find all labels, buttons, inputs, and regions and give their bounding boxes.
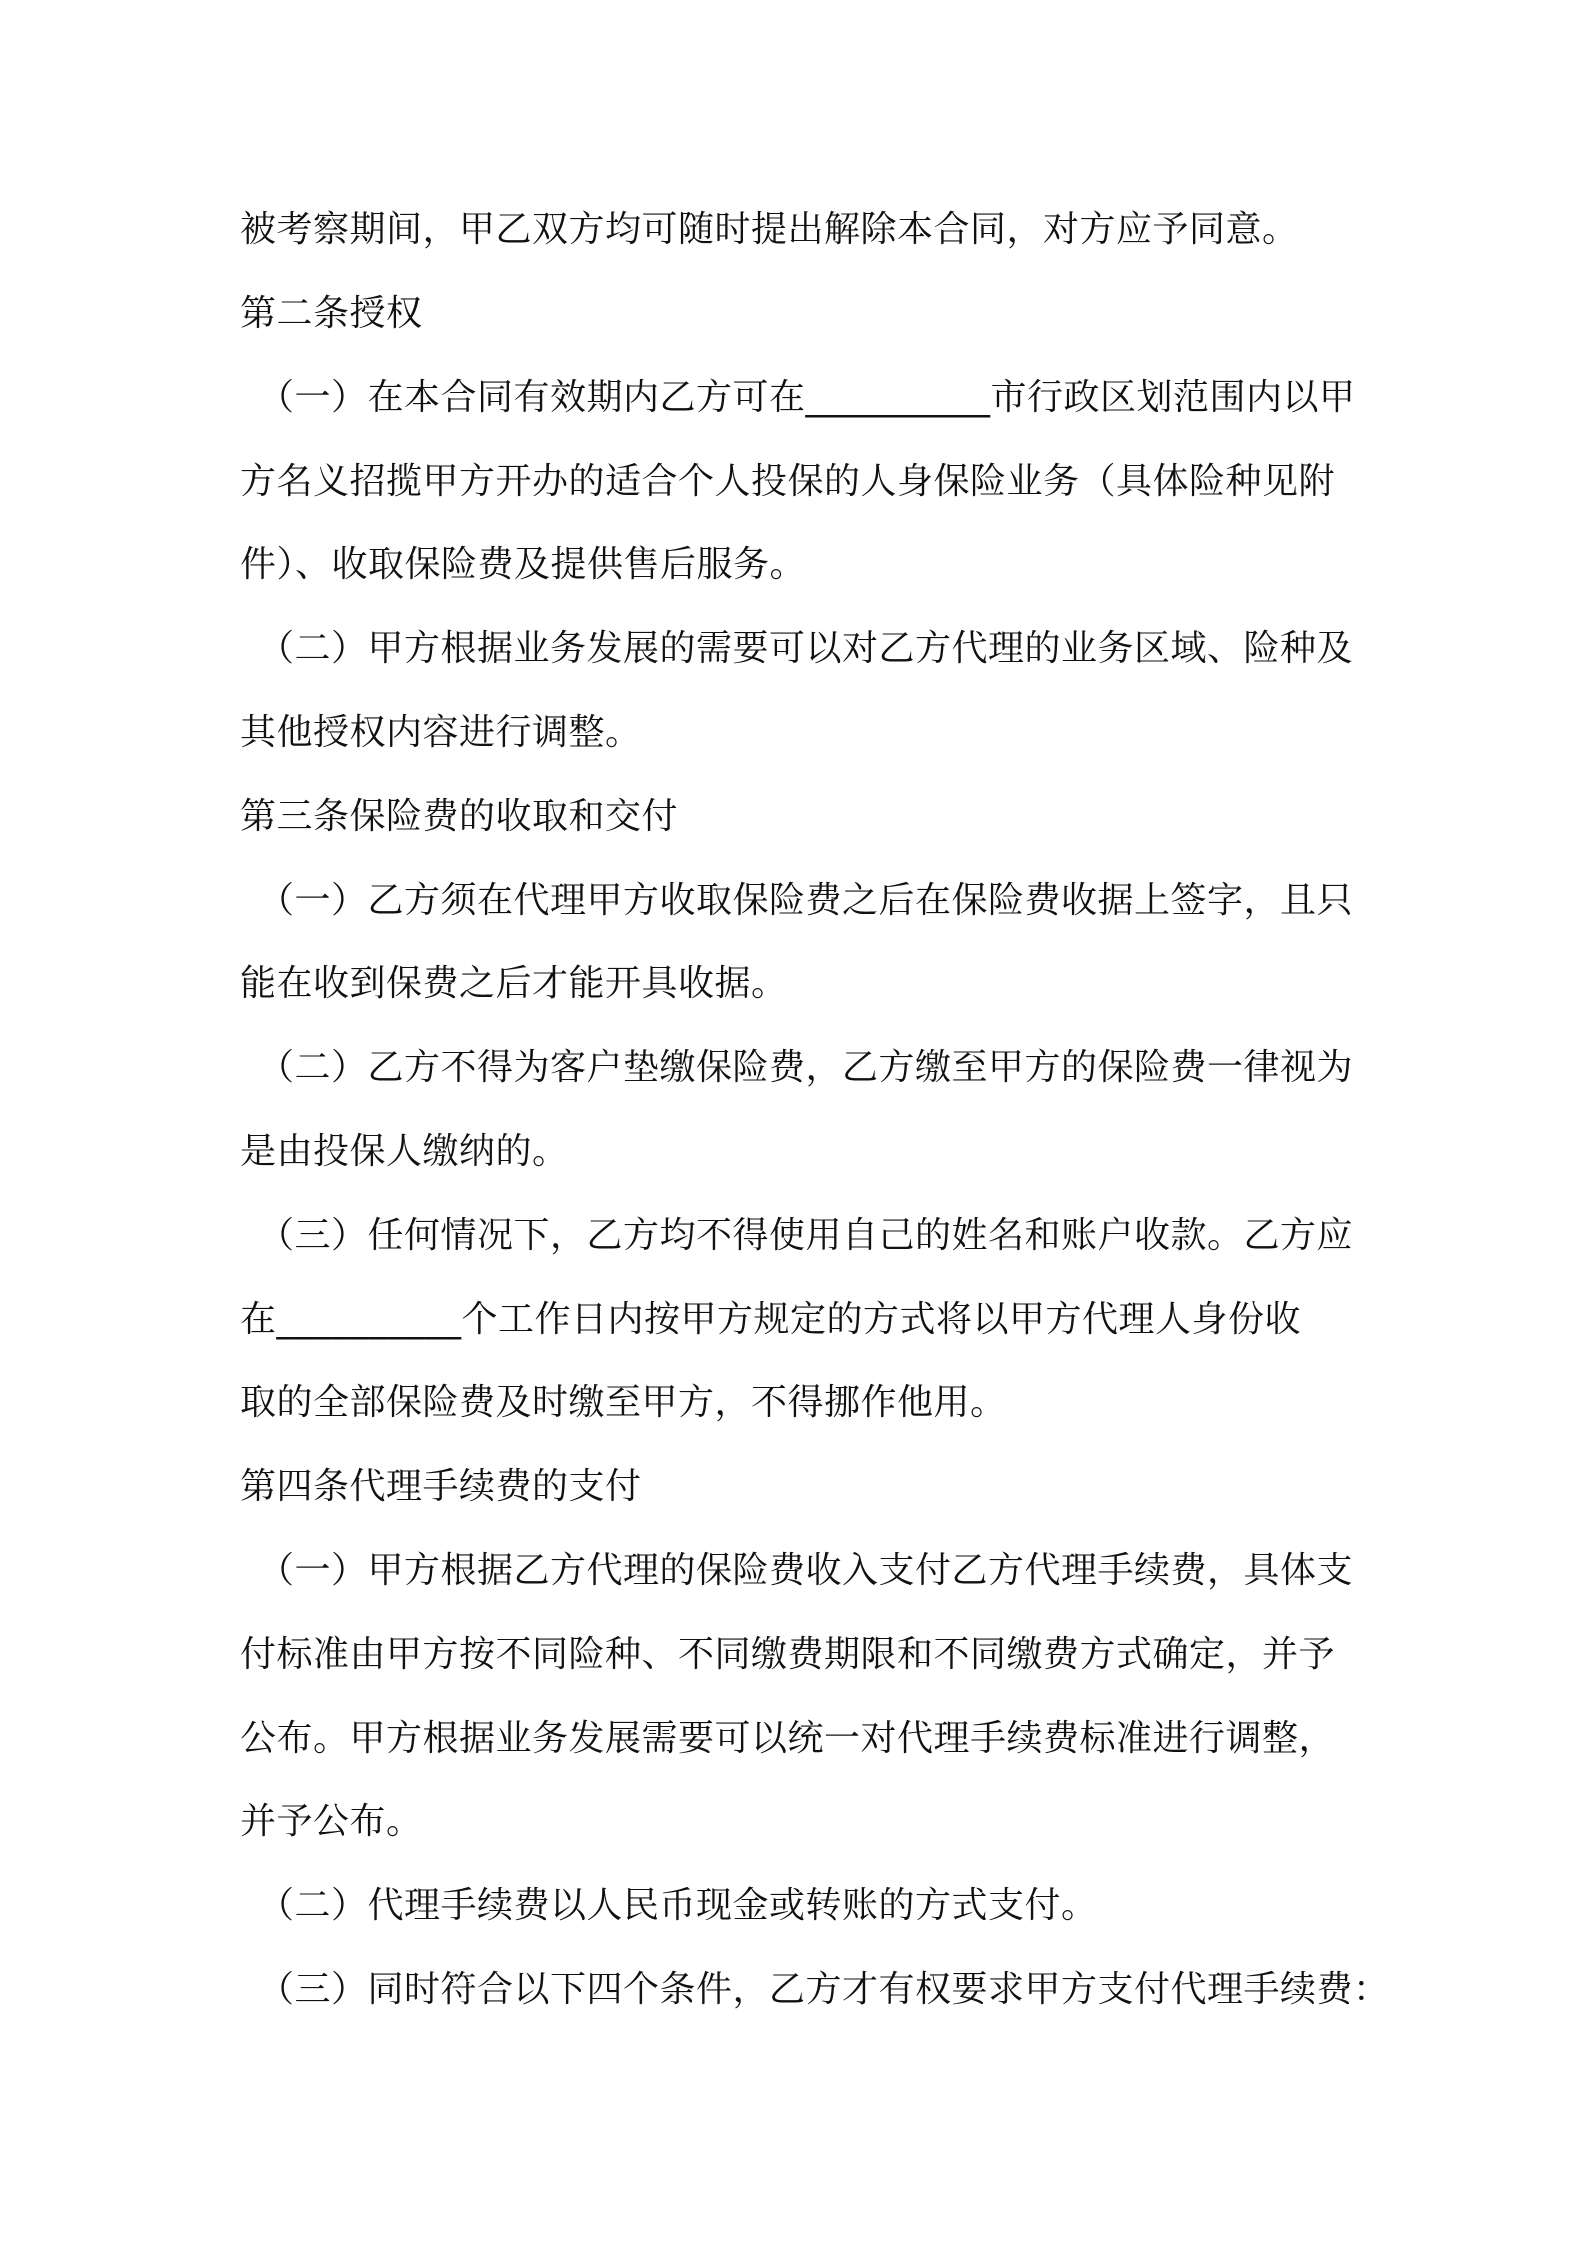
paragraph-line: 能在收到保费之后才能开具收据。 [240, 963, 788, 1004]
paragraph-line: 件）、收取保险费及提供售后服务。 [240, 544, 807, 585]
paragraph-line: 在__________个工作日内按甲方规定的方式将以甲方代理人身份收 [240, 1299, 1302, 1340]
paragraph-line: （二）乙方不得为客户垫缴保险费，乙方缴至甲方的保险费一律视为 [258, 1047, 1354, 1088]
paragraph-line: （一）在本合同有效期内乙方可在__________市行政区划范围内以甲 [258, 377, 1356, 418]
paragraph-line: 并予公布。 [240, 1801, 423, 1842]
paragraph-line: 方名义招揽甲方开办的适合个人投保的人身保险业务（具体险种见附 [240, 461, 1336, 502]
paragraph-line: 其他授权内容进行调整。 [240, 712, 642, 753]
section-heading: 第二条授权 [240, 293, 423, 334]
paragraph-line: 被考察期间，甲乙双方均可随时提出解除本合同，对方应予同意。 [240, 209, 1299, 250]
paragraph-line: 取的全部保险费及时缴至甲方，不得挪作他用。 [240, 1382, 1007, 1423]
paragraph-line: 公布。甲方根据业务发展需要可以统一对代理手续费标准进行调整， [240, 1718, 1336, 1759]
paragraph-line: （三）同时符合以下四个条件，乙方才有权要求甲方支付代理手续费： [258, 1969, 1390, 2010]
paragraph-line: （一）甲方根据乙方代理的保险费收入支付乙方代理手续费，具体支 [258, 1550, 1354, 1591]
paragraph-line: 付标准由甲方按不同险种、不同缴费期限和不同缴费方式确定，并予 [240, 1634, 1336, 1675]
paragraph-line: （三）任何情况下，乙方均不得使用自己的姓名和账户收款。乙方应 [258, 1215, 1354, 1256]
paragraph-line: （二）甲方根据业务发展的需要可以对乙方代理的业务区域、险种及 [258, 628, 1354, 669]
section-heading: 第四条代理手续费的支付 [240, 1466, 642, 1507]
paragraph-line: 是由投保人缴纳的。 [240, 1131, 569, 1172]
paragraph-line: （二）代理手续费以人民币现金或转账的方式支付。 [258, 1885, 1098, 1926]
paragraph-line: （一）乙方须在代理甲方收取保险费之后在保险费收据上签字，且只 [258, 880, 1354, 921]
section-heading: 第三条保险费的收取和交付 [240, 796, 679, 837]
